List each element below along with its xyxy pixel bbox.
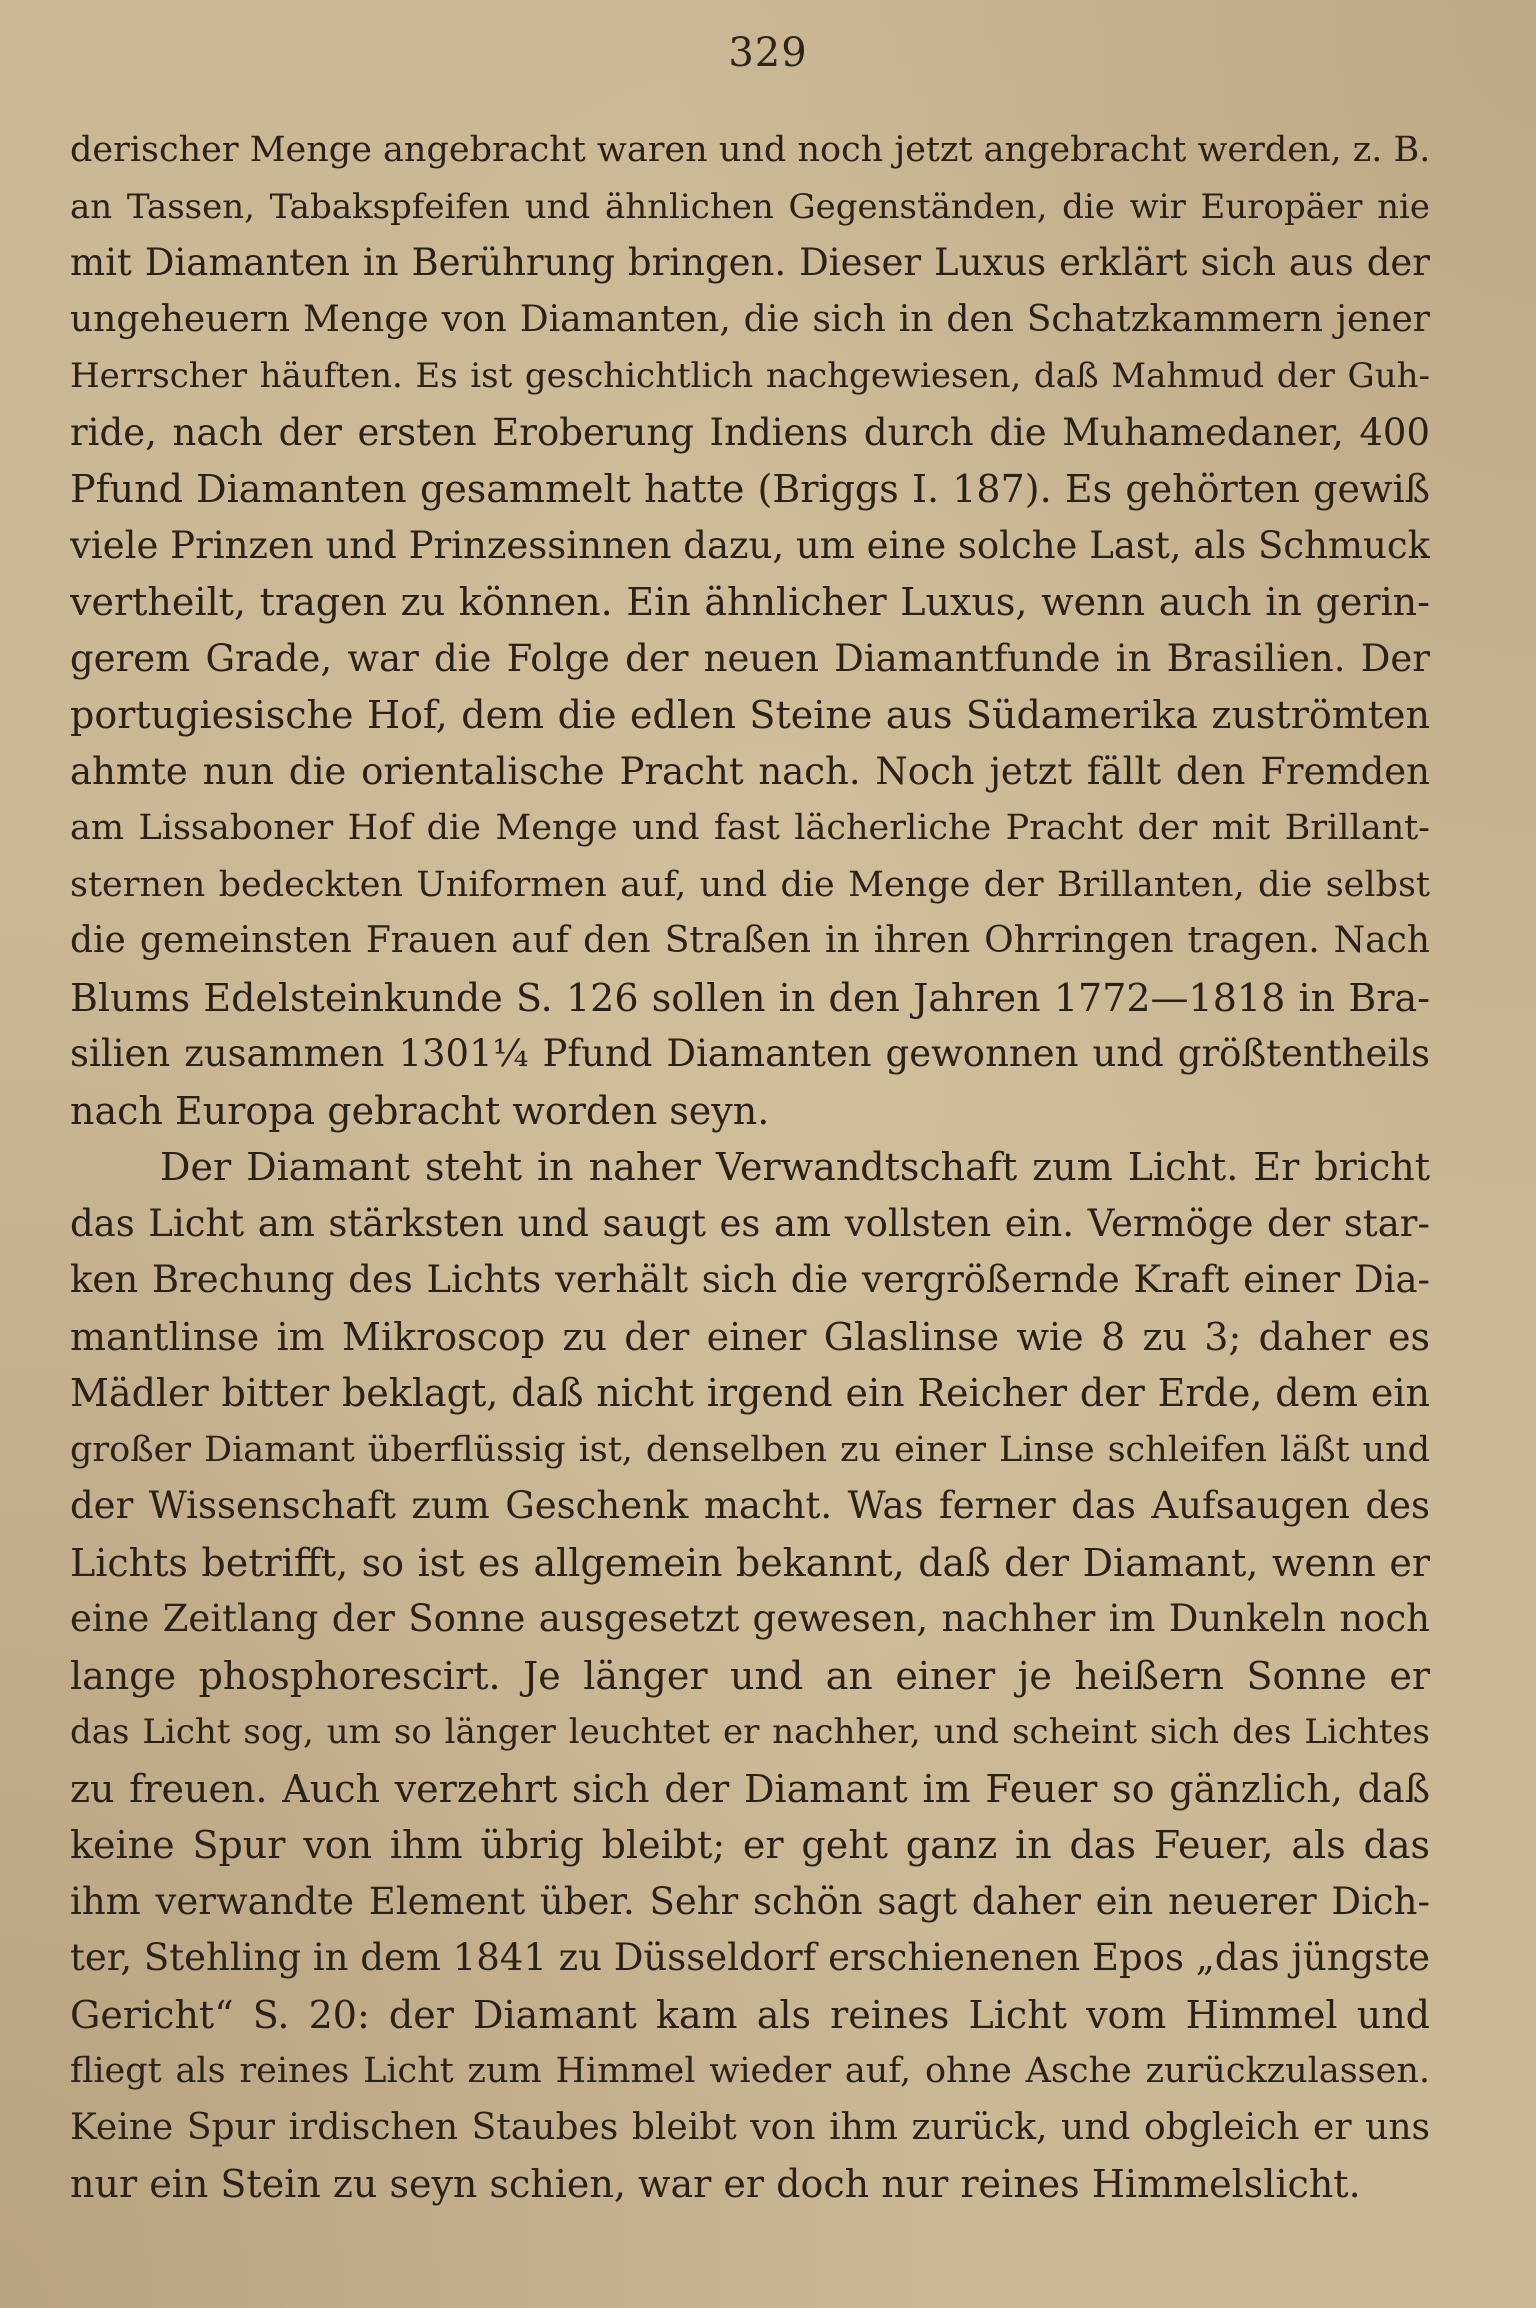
text-line: mantlinse im Mikroscop zu der einer Glaslinse wie 8 zu 3; daher es <box>70 1314 1430 1359</box>
text-line: Blums Edelsteinkunde S. 126 sollen in den Jahren 1772—1818 in Bra- <box>70 975 1430 1020</box>
text-line: gerem Grade, war die Folge der neuen Diamantfunde in Brasilien. Der <box>70 636 1430 680</box>
text-line: nach Europa gebracht worden seyn. <box>70 1088 770 1133</box>
text-line: das Licht am stärksten und saugt es am vollsten ein. Vermöge der star- <box>70 1201 1430 1245</box>
text-line: viele Prinzen und Prinzessinnen dazu, um eine solche Last, als Schmuck <box>70 523 1430 567</box>
text-line: Lichts betrifft, so ist es allgemein bekannt, daß der Diamant, wenn er <box>70 1540 1430 1585</box>
text-line: großer Diamant überflüssig ist, denselben zu einer Linse schleifen läßt und <box>70 1429 1430 1470</box>
text-line: Gericht“ S. 20: der Diamant kam als reines Licht vom Himmel und <box>70 1992 1430 2037</box>
text-line: Mädler bitter beklagt, daß nicht irgend ein Reicher der Erde, dem ein <box>70 1371 1430 1415</box>
text-line: sternen bedeckten Uniformen auf, und die Menge der Brillanten, die selbst <box>70 864 1430 905</box>
text-line: am Lissaboner Hof die Menge und fast lächerliche Pracht der mit Brillant- <box>70 808 1430 848</box>
text-line: silien zusammen 1301¼ Pfund Diamanten gewonnen und größtentheils <box>70 1032 1430 1075</box>
text-line: ter, Stehling in dem 1841 zu Düsseldorf erschienenen Epos „das jüngste <box>70 1936 1430 1979</box>
text-line: an Tassen, Tabakspfeifen und ähnlichen Gegenständen, die wir Europäer nie <box>70 186 1430 227</box>
text-line: derischer Menge angebracht waren und noch jetzt angebracht werden, z. B. <box>70 130 1430 170</box>
text-line: Pfund Diamanten gesammelt hatte (Briggs I. 187). Es gehörten gewiß <box>70 467 1430 511</box>
text-line: Der Diamant steht in naher Verwandtschaft zum Licht. Er bricht <box>160 1145 1430 1189</box>
text-line: eine Zeitlang der Sonne ausgesetzt gewesen, nachher im Dunkeln noch <box>70 1597 1430 1640</box>
text-line: ungeheuern Menge von Diamanten, die sich in den Schatzkammern jener <box>70 298 1430 340</box>
text-line: ahmte nun die orientalische Pracht nach. Noch jetzt fällt den Fremden <box>70 749 1430 793</box>
text-line: das Licht sog, um so länger leuchtet er nachher, und scheint sich des Lichtes <box>70 1712 1430 1752</box>
text-line: lange phosphorescirt. Je länger und an einer je heißern Sonne er <box>70 1653 1430 1698</box>
text-line: die gemeinsten Frauen auf den Straßen in ihren Ohrringen tragen. Nach <box>70 920 1430 961</box>
text-line: Herrscher häuften. Es ist geschichtlich nachgewiesen, daß Mahmud der Guh- <box>70 356 1430 396</box>
page-number: 329 <box>728 30 808 76</box>
text-line: nur ein Stein zu seyn schien, war er doch nur reines Himmelslicht. <box>70 2162 1361 2206</box>
text-line: mit Diamanten in Berührung bringen. Dieser Luxus erklärt sich aus der <box>70 241 1430 284</box>
text-line: portugiesische Hof, dem die edlen Steine aus Südamerika zuströmten <box>70 693 1430 737</box>
text-line: ride, nach der ersten Eroberung Indiens durch die Muhamedaner, 400 <box>70 410 1430 454</box>
body-text <box>70 122 1430 2213</box>
text-line: vertheilt, tragen zu können. Ein ähnlicher Luxus, wenn auch in gerin- <box>70 580 1430 624</box>
text-line: Keine Spur irdischen Staubes bleibt von ihm zurück, und obgleich er uns <box>70 2106 1430 2148</box>
text-line: zu freuen. Auch verzehrt sich der Diamant im Feuer so gänzlich, daß <box>70 1766 1430 1811</box>
text-line: ihm verwandte Element über. Sehr schön sagt daher ein neuerer Dich- <box>70 1879 1430 1923</box>
text-line: der Wissenschaft zum Geschenk macht. Was ferner das Aufsaugen des <box>70 1484 1430 1527</box>
text-line: ken Brechung des Lichts verhält sich die vergrößernde Kraft einer Dia- <box>70 1258 1430 1301</box>
text-line: fliegt als reines Licht zum Himmel wieder auf, ohne Asche zurückzulassen. <box>70 2051 1430 2091</box>
text-line: keine Spur von ihm übrig bleibt; er geht ganz in das Feuer, als das <box>70 1823 1430 1867</box>
